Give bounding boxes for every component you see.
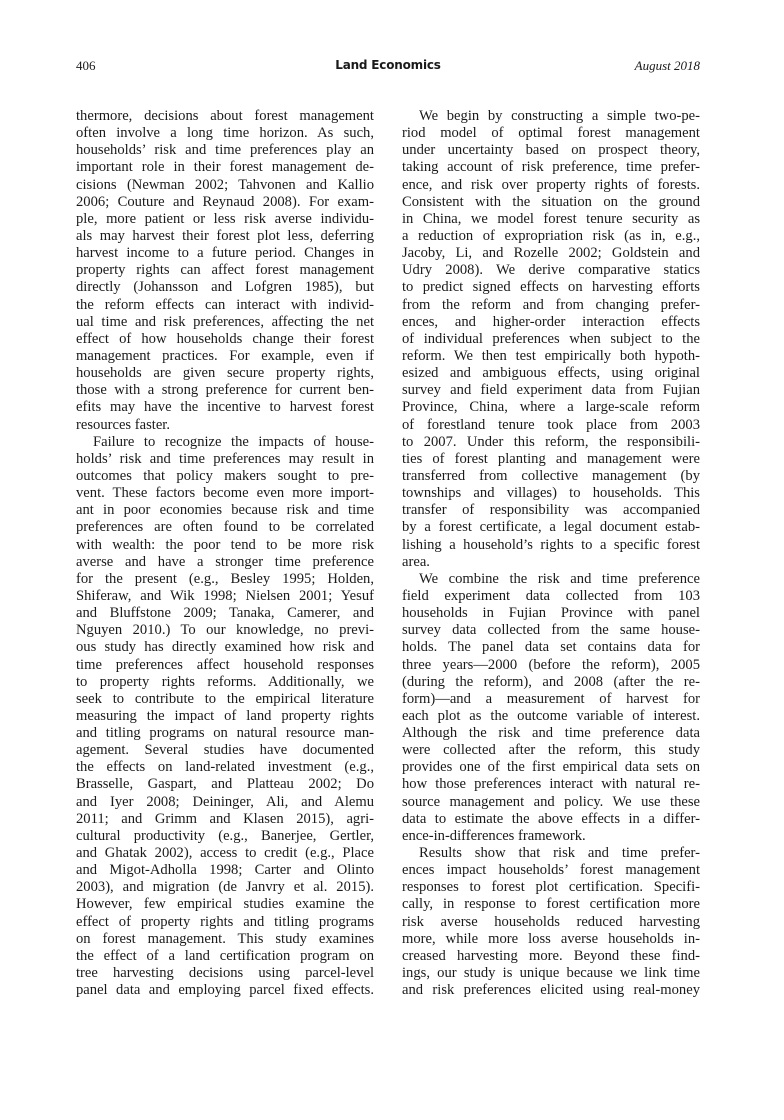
text-line: more, while more loss averse households in- <box>402 930 700 947</box>
text-line: with wealth: the poor tend to be more risk <box>76 536 374 553</box>
text-line: Jacoby, Li, and Rozelle 2002; Goldstein and <box>402 245 700 262</box>
text-line: form)—and a measurement of harvest for <box>402 690 700 707</box>
text-line: to property rights reforms. Additionally, we <box>76 673 374 690</box>
text-line: We begin by constructing a simple two-pe- <box>419 108 700 124</box>
text-line: Udry 2008). We derive comparative statics <box>402 262 700 279</box>
text-line: and titling programs on natural resource man- <box>76 725 374 742</box>
text-line: risk averse households reduced harvesting <box>402 913 700 930</box>
text-line: ings, our study is unique because we link time <box>402 965 700 982</box>
right-text-column <box>402 108 700 999</box>
text-line: effect of how households change their forest <box>76 330 374 347</box>
text-line: responses to forest plot certification. Specifi- <box>402 879 700 896</box>
text-line: ous study has directly examined how risk and <box>76 639 374 656</box>
text-line: esized and ambiguous effects, using original <box>402 365 700 382</box>
text-line: three years—2000 (before the reform), 2005 <box>402 656 700 673</box>
text-line: (during the reform), and 2008 (after the re- <box>402 673 700 690</box>
text-line: a reduction of expropriation risk (as in, e.g., <box>402 227 700 244</box>
text-line: were collected after the reform, this study <box>402 742 700 759</box>
text-line: townships and villages) to households. This <box>402 485 700 502</box>
text-line: management practices. For example, even if <box>76 347 374 364</box>
text-line: households’ risk and time preferences play an <box>76 142 374 159</box>
text-line: for the present (e.g., Besley 1995; Holden, <box>76 570 374 587</box>
text-line: creased harvesting more. Beyond these find- <box>402 947 700 964</box>
text-line: provides one of the first empirical data sets on <box>402 759 700 776</box>
text-line: However, few empirical studies examine the <box>76 896 374 913</box>
text-line: source management and policy. We use these <box>402 793 700 810</box>
text-line: field experiment data collected from 103 <box>402 587 700 604</box>
text-line: taking account of risk preference, time prefer- <box>402 159 700 176</box>
text-line: to 2007. Under this reform, the responsibili- <box>402 433 700 450</box>
text-line: the effect of a land certification program on <box>76 947 374 964</box>
text-line: 2011; and Grimm and Klasen 2015), agri- <box>76 810 374 827</box>
text-line: by a forest certificate, a legal document estab- <box>402 519 700 536</box>
issue-date: August 2018 <box>634 58 700 73</box>
text-line: data to estimate the above effects in a differ- <box>402 810 700 827</box>
text-line: ences, and higher-order interaction effects <box>402 313 700 330</box>
text-line: directly (Johansson and Lofgren 1985), but <box>76 279 374 296</box>
left-text-column <box>76 108 374 999</box>
text-line: ual time and risk preferences, affecting the net <box>76 313 374 330</box>
text-line: the effects on land-related investment (e.g., <box>76 759 374 776</box>
text-line: vent. These factors become even more import- <box>76 485 374 502</box>
text-line: als may harvest their forest plot less, deferring <box>76 227 374 244</box>
text-line: the reform effects can interact with individ- <box>76 296 374 313</box>
text-line: 2006; Couture and Reynaud 2008). For exam- <box>76 193 374 210</box>
text-line: under uncertainty based on prospect theory, <box>402 142 700 159</box>
text-line: measuring the impact of land property rights <box>76 707 374 724</box>
text-line: and risk preferences elicited using real-money <box>402 982 700 999</box>
text-line: holds. The panel data set contains data for <box>402 639 700 656</box>
page-number: 406 <box>76 58 96 73</box>
text-line: Results show that risk and time prefer- <box>419 845 700 862</box>
text-line: ence-in-differences framework. <box>402 827 586 844</box>
text-line: resources faster. <box>76 416 171 433</box>
text-line: transferred from collective management (by <box>402 467 700 484</box>
text-line: reform. We then test empirically both hypoth- <box>402 347 700 364</box>
text-line: We combine the risk and time preference <box>419 570 700 587</box>
text-line: agement. Several studies have documented <box>76 742 374 759</box>
text-line: cisions (Newman 2002; Tahvonen and Kallio <box>76 176 374 193</box>
text-line: panel data and employing parcel fixed effects. <box>76 982 374 999</box>
text-line: to predict signed effects on harvesting efforts <box>402 279 700 296</box>
text-line: and Iyer 2008; Deininger, Ali, and Alemu <box>76 793 374 810</box>
text-line: Consistent with the situation on the ground <box>402 193 700 210</box>
text-line: averse and have a stronger time preference <box>76 553 374 570</box>
text-line: 2003), and migration (de Janvry et al. 2015). <box>76 879 374 896</box>
text-line: property rights can affect forest management <box>76 262 374 279</box>
text-line: time preferences affect household responses <box>76 656 374 673</box>
running-head <box>76 58 700 78</box>
text-line: from the reform and from changing prefer- <box>402 296 700 313</box>
text-line: tree harvesting decisions using parcel-level <box>76 965 374 982</box>
text-line: how those preferences interact with natural re- <box>402 776 700 793</box>
text-line: often involve a long time horizon. As such, <box>76 125 374 142</box>
text-line: of individual preferences when subject to the <box>402 330 700 347</box>
text-line: and Bluffstone 2009; Tanaka, Camerer, and <box>76 605 374 622</box>
text-line: ple, more patient or less risk averse individu- <box>76 210 374 227</box>
journal-title: Land Economics <box>335 58 441 72</box>
text-line: efits may have the incentive to harvest forest <box>76 399 374 416</box>
text-line: transfer of responsibility was accompanied <box>402 502 700 519</box>
text-line: lishing a household’s rights to a specific forest <box>402 536 700 553</box>
text-line: households are given secure property rights, <box>76 365 374 382</box>
text-line: area. <box>402 553 430 570</box>
text-line: Although the risk and time preference data <box>402 725 700 742</box>
text-line: each plot as the outcome variable of interest. <box>402 707 700 724</box>
text-line: in China, we model forest tenure security as <box>402 210 700 227</box>
text-line: outcomes that policy makers sought to pre- <box>76 467 374 484</box>
text-line: of forestland tenure took place from 2003 <box>402 416 700 433</box>
text-line: harvest income to a future period. Changes in <box>76 245 374 262</box>
text-line: effect of property rights and titling programs <box>76 913 374 930</box>
text-line: survey data collected from the same house- <box>402 622 700 639</box>
text-line: cally, in response to forest certification more <box>402 896 700 913</box>
text-line: thermore, decisions about forest management <box>76 108 374 124</box>
text-line: and Migot-Adholla 1998; Carter and Olinto <box>76 862 374 879</box>
text-line: holds’ risk and time preferences may result in <box>76 450 374 467</box>
text-line: Province, China, where a large-scale reform <box>402 399 700 416</box>
text-line: ties of forest planting and management were <box>402 450 700 467</box>
text-line: Nguyen 2010.) To our knowledge, no previ- <box>76 622 374 639</box>
text-line: cultural productivity (e.g., Banerjee, Gertler, <box>76 827 374 844</box>
text-line: Shiferaw, and Wik 1998; Nielsen 2001; Yesuf <box>76 587 374 604</box>
text-line: households in Fujian Province with panel <box>402 605 700 622</box>
text-line: Brasselle, Gaspart, and Platteau 2002; Do <box>76 776 374 793</box>
text-line: ences impact households’ forest management <box>402 862 700 879</box>
text-line: those with a strong preference for current ben- <box>76 382 374 399</box>
text-line: riod model of optimal forest management <box>402 125 700 142</box>
text-line: and Ghatak 2002), access to credit (e.g., Place <box>76 845 374 862</box>
text-line: ant in poor economies because risk and time <box>76 502 374 519</box>
text-line: Failure to recognize the impacts of house- <box>93 433 374 450</box>
text-line: important role in their forest management de- <box>76 159 374 176</box>
text-line: ence, and risk over property rights of forests. <box>402 176 700 193</box>
text-line: survey and field experiment data from Fujian <box>402 382 700 399</box>
text-line: preferences are often found to be correlated <box>76 519 374 536</box>
text-line: seek to contribute to the empirical literature <box>76 690 374 707</box>
text-line: on forest management. This study examines <box>76 930 374 947</box>
